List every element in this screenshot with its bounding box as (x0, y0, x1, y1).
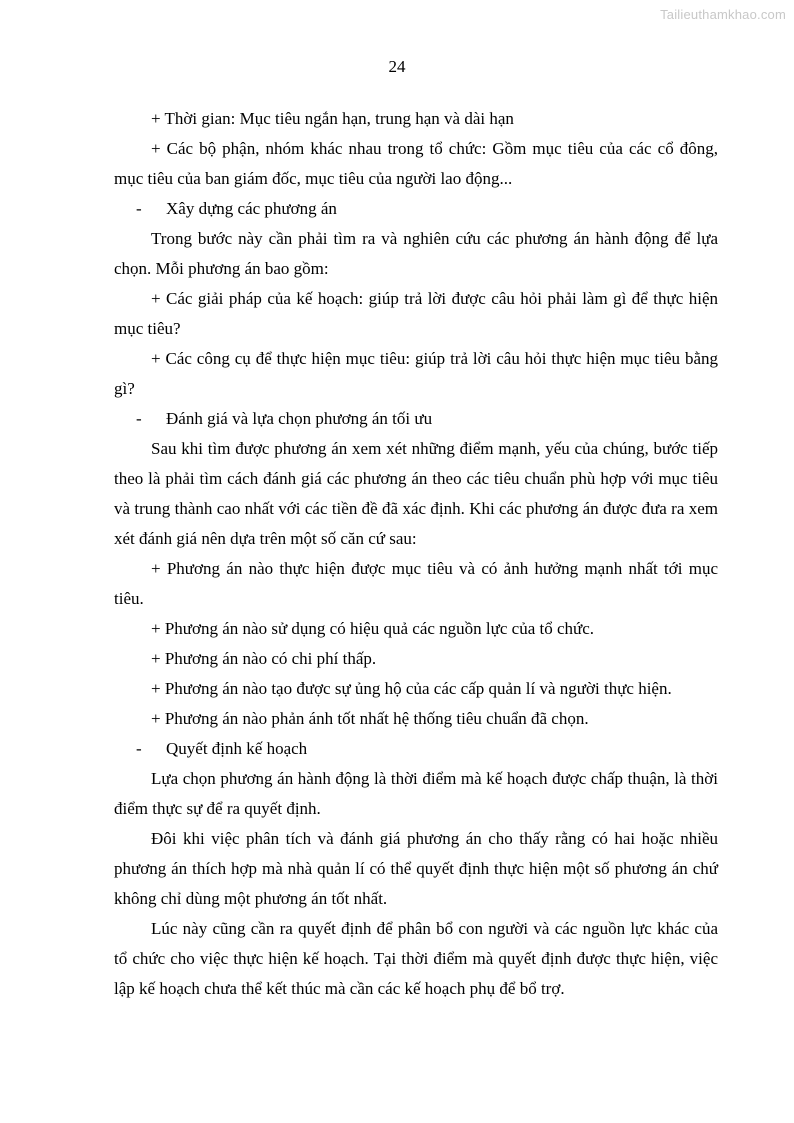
section-heading-quyet-dinh-ke-hoach (114, 734, 718, 764)
paragraph: + Phương án nào tạo được sự ủng hộ của các cấp quản lí và người thực hiện. (151, 679, 672, 698)
page-number: 24 (388, 57, 406, 76)
paragraph: + Phương án nào phản ánh tốt nhất hệ thống tiêu chuẩn đã chọn. (151, 709, 589, 728)
watermark: Tailieuthamkhao.com (660, 7, 786, 22)
paragraph: + Phương án nào thực hiện được mục tiêu và có ảnh hưởng mạnh nhất tới mục tiêu. (114, 559, 718, 608)
paragraph: Đôi khi việc phân tích và đánh giá phương án cho thấy rằng có hai hoặc nhiều phương án thích hợp mà nhà quản lí có thể quyết định thực hiện một số phương án chứ không chỉ dùng một phương án tốt nhất. (114, 829, 718, 908)
document-body (114, 104, 718, 1004)
paragraph: + Phương án nào có chi phí thấp. (151, 649, 377, 668)
paragraph: + Các bộ phận, nhóm khác nhau trong tổ chức: Gồm mục tiêu của các cổ đông, mục tiêu của ban giám đốc, mục tiêu của người lao động... (114, 139, 718, 188)
paragraph: + Các giải pháp của kế hoạch: giúp trả lời được câu hỏi phải làm gì để thực hiện mục tiêu? (114, 289, 718, 338)
paragraph: Lựa chọn phương án hành động là thời điểm mà kế hoạch được chấp thuận, là thời điểm thực sự để ra quyết định. (114, 769, 718, 818)
paragraph: + Các công cụ để thực hiện mục tiêu: giúp trả lời câu hỏi thực hiện mục tiêu bằng gì? (114, 349, 718, 398)
heading-text: Quyết định kế hoạch (166, 739, 308, 758)
heading-text: Đánh giá và lựa chọn phương án tối ưu (166, 409, 433, 428)
section-heading-danh-gia-lua-chon (114, 404, 718, 434)
dash-bullet: - (136, 409, 142, 428)
paragraph: + Thời gian: Mục tiêu ngắn hạn, trung hạn và dài hạn (151, 109, 514, 128)
dash-bullet: - (136, 739, 142, 758)
paragraph: Lúc này cũng cần ra quyết định để phân bổ con người và các nguồn lực khác của tổ chức cho việc thực hiện kế hoạch. Tại thời điểm mà quyết định được thực hiện, việc lập kế hoạch chưa thể kết thúc mà cần các kế hoạch phụ để bổ trợ. (114, 919, 718, 998)
heading-text: Xây dựng các phương án (166, 199, 337, 218)
paragraph: Trong bước này cần phải tìm ra và nghiên cứu các phương án hành động để lựa chọn. Mỗi phương án bao gồm: (114, 229, 718, 278)
dash-bullet: - (136, 199, 142, 218)
paragraph: Sau khi tìm được phương án xem xét những điểm mạnh, yếu của chúng, bước tiếp theo là phải tìm cách đánh giá các phương án theo các tiêu chuẩn phù hợp với mục tiêu và trung thành cao nhất với các tiền đề đã xác định. Khi các phương án được đưa ra xem xét đánh giá nên dựa trên một số căn cứ sau: (114, 439, 718, 548)
paragraph: + Phương án nào sử dụng có hiệu quả các nguồn lực của tổ chức. (151, 619, 595, 638)
section-heading-xay-dung-phuong-an (114, 194, 718, 224)
